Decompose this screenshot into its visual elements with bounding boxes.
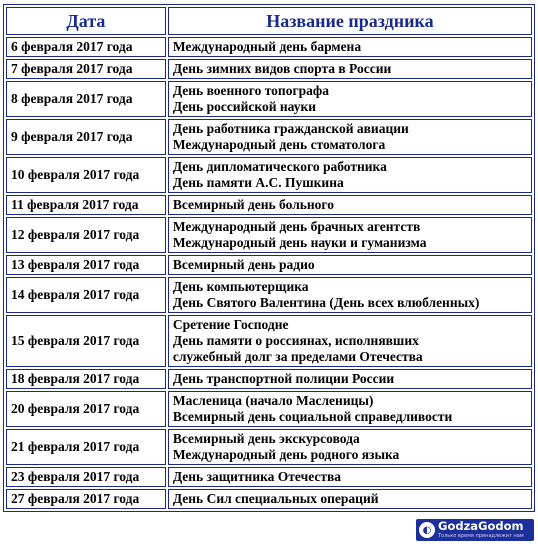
holiday-names	[168, 429, 532, 465]
holiday-name: Сретение Господне	[172, 317, 289, 332]
holiday-name: День дипломатического работника	[172, 159, 387, 174]
holiday-date: 13 февраля 2017 года	[6, 255, 166, 275]
table-row	[6, 467, 532, 487]
table-header-row	[6, 7, 532, 35]
holiday-name: Международный день родного языка	[172, 447, 400, 462]
table-row	[6, 119, 532, 155]
holiday-date: 7 февраля 2017 года	[6, 59, 166, 79]
holiday-date: 9 февраля 2017 года	[6, 119, 166, 155]
holiday-name: День Святого Валентина (День всех влюбленных)	[172, 295, 480, 310]
holiday-names	[168, 37, 532, 57]
date-column-header: Дата	[6, 7, 166, 35]
table-row	[6, 277, 532, 313]
holiday-name: Международный день бармена	[172, 39, 362, 54]
holiday-name: Всемирный день экскурсовода	[172, 431, 360, 446]
holiday-date: 11 февраля 2017 года	[6, 195, 166, 215]
holiday-names	[168, 59, 532, 79]
holiday-names	[168, 195, 532, 215]
holiday-name: День работника гражданской авиации	[172, 121, 409, 136]
holiday-name: Масленица (начало Масленицы)	[172, 393, 374, 408]
table-row	[6, 315, 532, 367]
holiday-name: Всемирный день радио	[172, 257, 315, 272]
holiday-name: служебный долг за пределами Отечества	[172, 349, 423, 364]
holiday-names	[168, 119, 532, 155]
holiday-names	[168, 391, 532, 427]
logo-brand: GodzaGodom	[438, 519, 524, 534]
holiday-names	[168, 489, 532, 509]
holiday-date: 12 февраля 2017 года	[6, 217, 166, 253]
holiday-date: 8 февраля 2017 года	[6, 81, 166, 117]
name-column-header: Название праздника	[168, 7, 532, 35]
holiday-names	[168, 369, 532, 389]
holiday-name: День зимних видов спорта в России	[172, 61, 392, 76]
holiday-names	[168, 157, 532, 193]
table-row	[6, 81, 532, 117]
holiday-name: Всемирный день больного	[172, 197, 334, 212]
holiday-date: 6 февраля 2017 года	[6, 37, 166, 57]
table-row	[6, 217, 532, 253]
holiday-name: День памяти о россиянах, исполнявших	[172, 333, 419, 348]
godzagodom-logo	[416, 519, 534, 541]
holiday-name: День компьютерщика	[172, 279, 309, 294]
table-row	[6, 255, 532, 275]
holiday-date: 27 февраля 2017 года	[6, 489, 166, 509]
holiday-name: День Сил специальных операций	[172, 491, 379, 506]
holiday-name: Международный день науки и гуманизма	[172, 235, 427, 250]
holiday-name: День российской науки	[172, 99, 317, 114]
holiday-date: 23 февраля 2017 года	[6, 467, 166, 487]
holiday-name: Международный день стоматолога	[172, 137, 386, 152]
holidays-table	[3, 4, 535, 512]
holiday-names	[168, 277, 532, 313]
table-row	[6, 429, 532, 465]
holiday-date: 20 февраля 2017 года	[6, 391, 166, 427]
table-body	[6, 37, 532, 509]
holiday-name: День памяти А.С. Пушкина	[172, 175, 344, 190]
holiday-names	[168, 217, 532, 253]
holiday-date: 14 февраля 2017 года	[6, 277, 166, 313]
table-row	[6, 369, 532, 389]
holiday-date: 18 февраля 2017 года	[6, 369, 166, 389]
holiday-names	[168, 467, 532, 487]
table-row	[6, 59, 532, 79]
table-row	[6, 37, 532, 57]
holiday-date: 15 февраля 2017 года	[6, 315, 166, 367]
holiday-name: Всемирный день социальной справедливости	[172, 409, 453, 424]
holiday-names	[168, 315, 532, 367]
holiday-names	[168, 81, 532, 117]
holiday-name: День транспортной полиции России	[172, 371, 395, 386]
table-row	[6, 195, 532, 215]
holiday-names	[168, 255, 532, 275]
holiday-name: Международный день брачных агентств	[172, 219, 421, 234]
table-row	[6, 391, 532, 427]
logo-tagline: Только время принадлежит нам	[438, 532, 524, 539]
table-row	[6, 489, 532, 509]
holiday-date: 21 февраля 2017 года	[6, 429, 166, 465]
gg-logo-icon: ◐	[419, 522, 435, 538]
table-row	[6, 157, 532, 193]
holiday-date: 10 февраля 2017 года	[6, 157, 166, 193]
holiday-name: День защитника Отечества	[172, 469, 342, 484]
holiday-name: День военного топографа	[172, 83, 329, 98]
